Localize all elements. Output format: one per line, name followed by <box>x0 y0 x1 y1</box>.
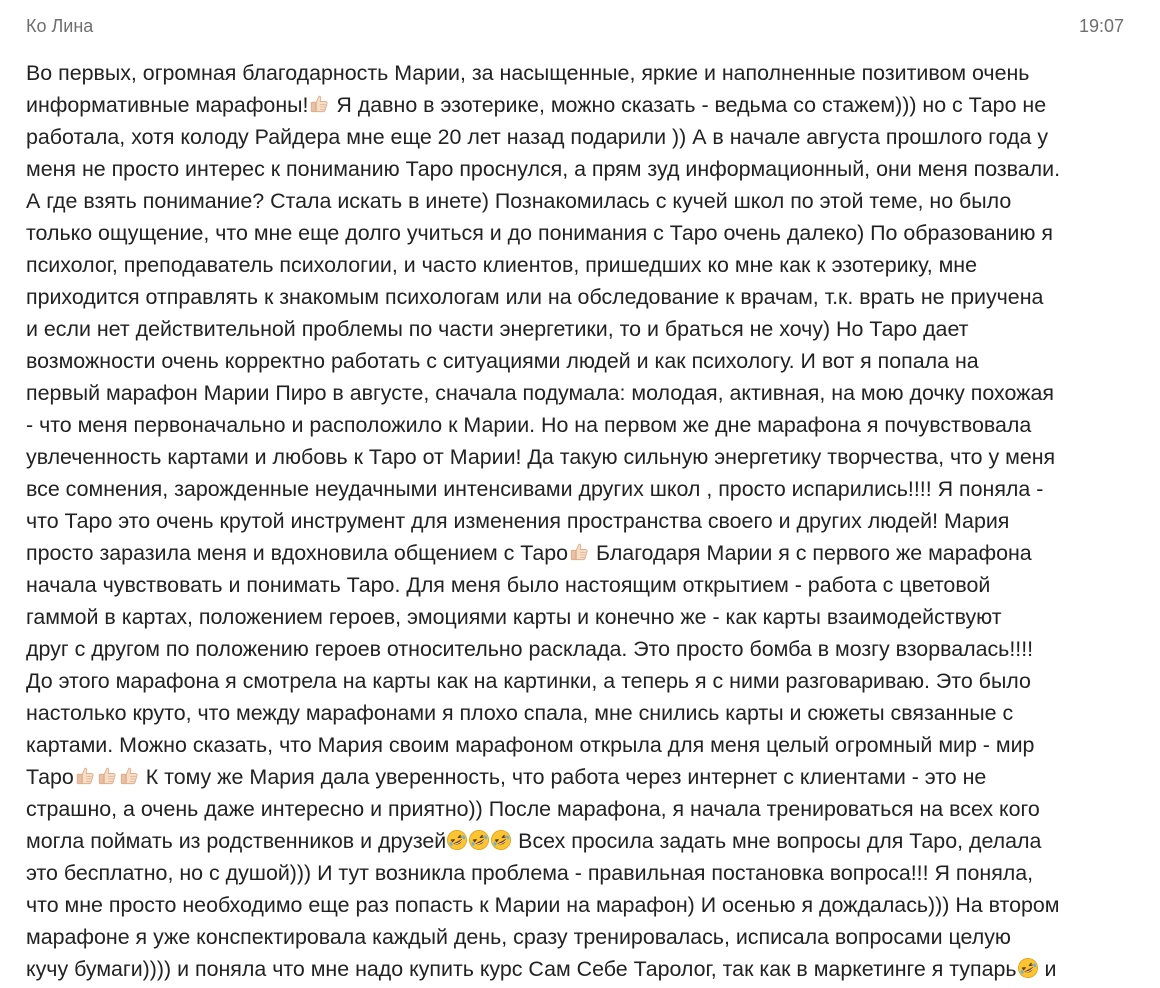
message-line <box>26 377 1130 409</box>
thumbs-up-emoji-group <box>308 93 330 117</box>
rofl-emoji-icon <box>490 829 512 851</box>
message-text-run: меня не просто интерес к пониманию Таро проснулся, а прям зуд информационный, они меня позвали. <box>26 157 1061 181</box>
message-text-run: все сомнения, зарожденные неудачными интенсивами других школ , просто испарились!!!! Я поняла - <box>26 477 1044 501</box>
message-line <box>26 921 1130 953</box>
message-line <box>26 281 1130 313</box>
message-text-run: Во первых, огромная благодарность Марии, за насыщенные, яркие и наполненные позитивом очень <box>26 61 1030 85</box>
message-text-run: информативные марафоны! <box>26 93 309 117</box>
message-text-run: - что меня первоначально и расположило к Марии. Но на первом же дне марафона я почувствовала <box>26 413 1032 437</box>
message-text-run: возможности очень корректно работать с ситуациями людей и как психологу. И вот я попала на <box>26 349 979 373</box>
thumbs-up-icon <box>308 93 330 115</box>
message-line <box>26 121 1130 153</box>
message-text-run: картами. Можно сказать, что Мария своим марафоном открыла для меня целый огромный мир - мир <box>26 733 1035 757</box>
message-line <box>26 505 1130 537</box>
message-text-run: Я давно в эзотерике, можно сказать - ведьма со стажем))) но с Таро не <box>330 93 1047 117</box>
author-name[interactable]: Ко Лина <box>26 15 94 36</box>
message-line <box>26 249 1130 281</box>
thumbs-up-icon <box>118 765 140 787</box>
message-text-run: это бесплатно, но с душой))) И тут возникла проблема - правильная постановка вопроса!!! Я поняла, <box>26 861 1034 885</box>
message-line <box>26 185 1130 217</box>
message-text-run: страшно, а очень даже интересно и приятно)) После марафона, я начала тренироваться на всех кого <box>26 797 1040 821</box>
message-text-run: марафоне я уже конспектировала каждый день, сразу тренировалась, исписала вопросами целую <box>26 925 1011 949</box>
message-text-run: что Таро это очень крутой инструмент для изменения пространства своего и других людей! Мария <box>26 509 1010 533</box>
message-text-run: работала, хотя колоду Райдера мне еще 20 лет назад подарили )) А в начале августа прошлого года у <box>26 125 1049 149</box>
message-line <box>26 825 1130 857</box>
message-line <box>26 57 1130 89</box>
message-text-run: что мне просто необходимо еще раз попасть к Марии на марафон) И осенью я дождалась))) На втором <box>26 893 1060 917</box>
message-text-run: Благодаря Марии я с первого же марафона <box>590 541 1032 565</box>
message-text-run: гаммой в картах, положением героев, эмоциями карты и конечно же - как карты взаимодействуют <box>26 605 1002 629</box>
message-text-run: До этого марафона я смотрела на карты как на картинки, а теперь я с ними разговариваю. Это было <box>26 669 1031 693</box>
message-line <box>26 409 1130 441</box>
rofl-emoji-icon <box>446 829 468 851</box>
message-line <box>26 889 1130 921</box>
message-text-run: настолько круто, что между марафонами я плохо спала, мне снились карты и сюжеты связанные с <box>26 701 1014 725</box>
message-text-run: А где взять понимание? Стала искать в инете) Познакомилась с кучей школ по этой теме, но было <box>26 189 1012 213</box>
message-line <box>26 569 1130 601</box>
message-line <box>26 441 1130 473</box>
message-line <box>26 345 1130 377</box>
rofl-emoji-icon <box>468 829 490 851</box>
message-line <box>26 313 1130 345</box>
message-text-run: первый марафон Марии Пиро в августе, сначала подумала: молодая, активная, на мою дочку похожая <box>26 381 1054 405</box>
message-line <box>26 217 1130 249</box>
message-header <box>26 14 1124 38</box>
message-text <box>26 57 1130 985</box>
message-text-run: психолог, преподаватель психологии, и часто клиентов, пришедших ко мне как к эзотерику, мне <box>26 253 977 277</box>
message-text-run: и если нет действительной проблемы по части энергетики, то и браться не хочу) Но Таро дает <box>26 317 969 341</box>
message-text-run: только ощущение, что мне еще долго учиться и до понимания с Таро очень далеко) По образованию я <box>26 221 1053 245</box>
message-line <box>26 601 1130 633</box>
message-line <box>26 953 1130 985</box>
rofl-emoji-group <box>446 829 512 853</box>
message-line <box>26 729 1130 761</box>
thumbs-up-emoji-group <box>568 541 590 565</box>
message-line <box>26 665 1130 697</box>
message-line <box>26 761 1130 793</box>
thumbs-up-icon <box>74 765 96 787</box>
message-text-run: Всех просила задать мне вопросы для Таро, делала <box>512 829 1042 853</box>
message-line <box>26 793 1130 825</box>
message-line <box>26 153 1130 185</box>
thumbs-up-icon <box>568 541 590 563</box>
message-text-run: Таро <box>26 765 74 789</box>
message-line <box>26 697 1130 729</box>
thumbs-up-emoji-group <box>74 765 140 789</box>
message-text-run: увлеченность картами и любовь к Таро от Марии! Да такую сильную энергетику творчества, что у меня <box>26 445 1056 469</box>
message-text-run: друг с другом по положению героев относительно расклада. Это просто бомба в мозгу взорвалась!!!! <box>26 637 1034 661</box>
rofl-emoji-group <box>1017 957 1039 981</box>
message-text-run: К тому же Мария дала уверенность, что работа через интернет с клиентами - это не <box>139 765 987 789</box>
message-line <box>26 633 1130 665</box>
message-time: 19:07 <box>1078 15 1124 36</box>
message-text-run: начала чувствовать и понимать Таро. Для меня было настоящим открытием - работа с цветовой <box>26 573 991 597</box>
rofl-emoji-icon <box>1017 957 1039 979</box>
thumbs-up-icon <box>96 765 118 787</box>
message-line <box>26 89 1130 121</box>
message-text-run: приходится отправлять к знакомым психологам или на обследование к врачам, т.к. врать не приучена <box>26 285 1044 309</box>
message-line <box>26 857 1130 889</box>
message-text-run: и <box>1038 957 1057 981</box>
message-line <box>26 473 1130 505</box>
message-text-run: просто заразила меня и вдохновила общением с Таро <box>26 541 569 565</box>
message-line <box>26 537 1130 569</box>
message-text-run: кучу бумаги)))) и поняла что мне надо купить курс Сам Себе Таролог, так как в маркетинге я тупарь <box>26 957 1017 981</box>
message-text-run: могла поймать из родственников и друзей <box>26 829 447 853</box>
